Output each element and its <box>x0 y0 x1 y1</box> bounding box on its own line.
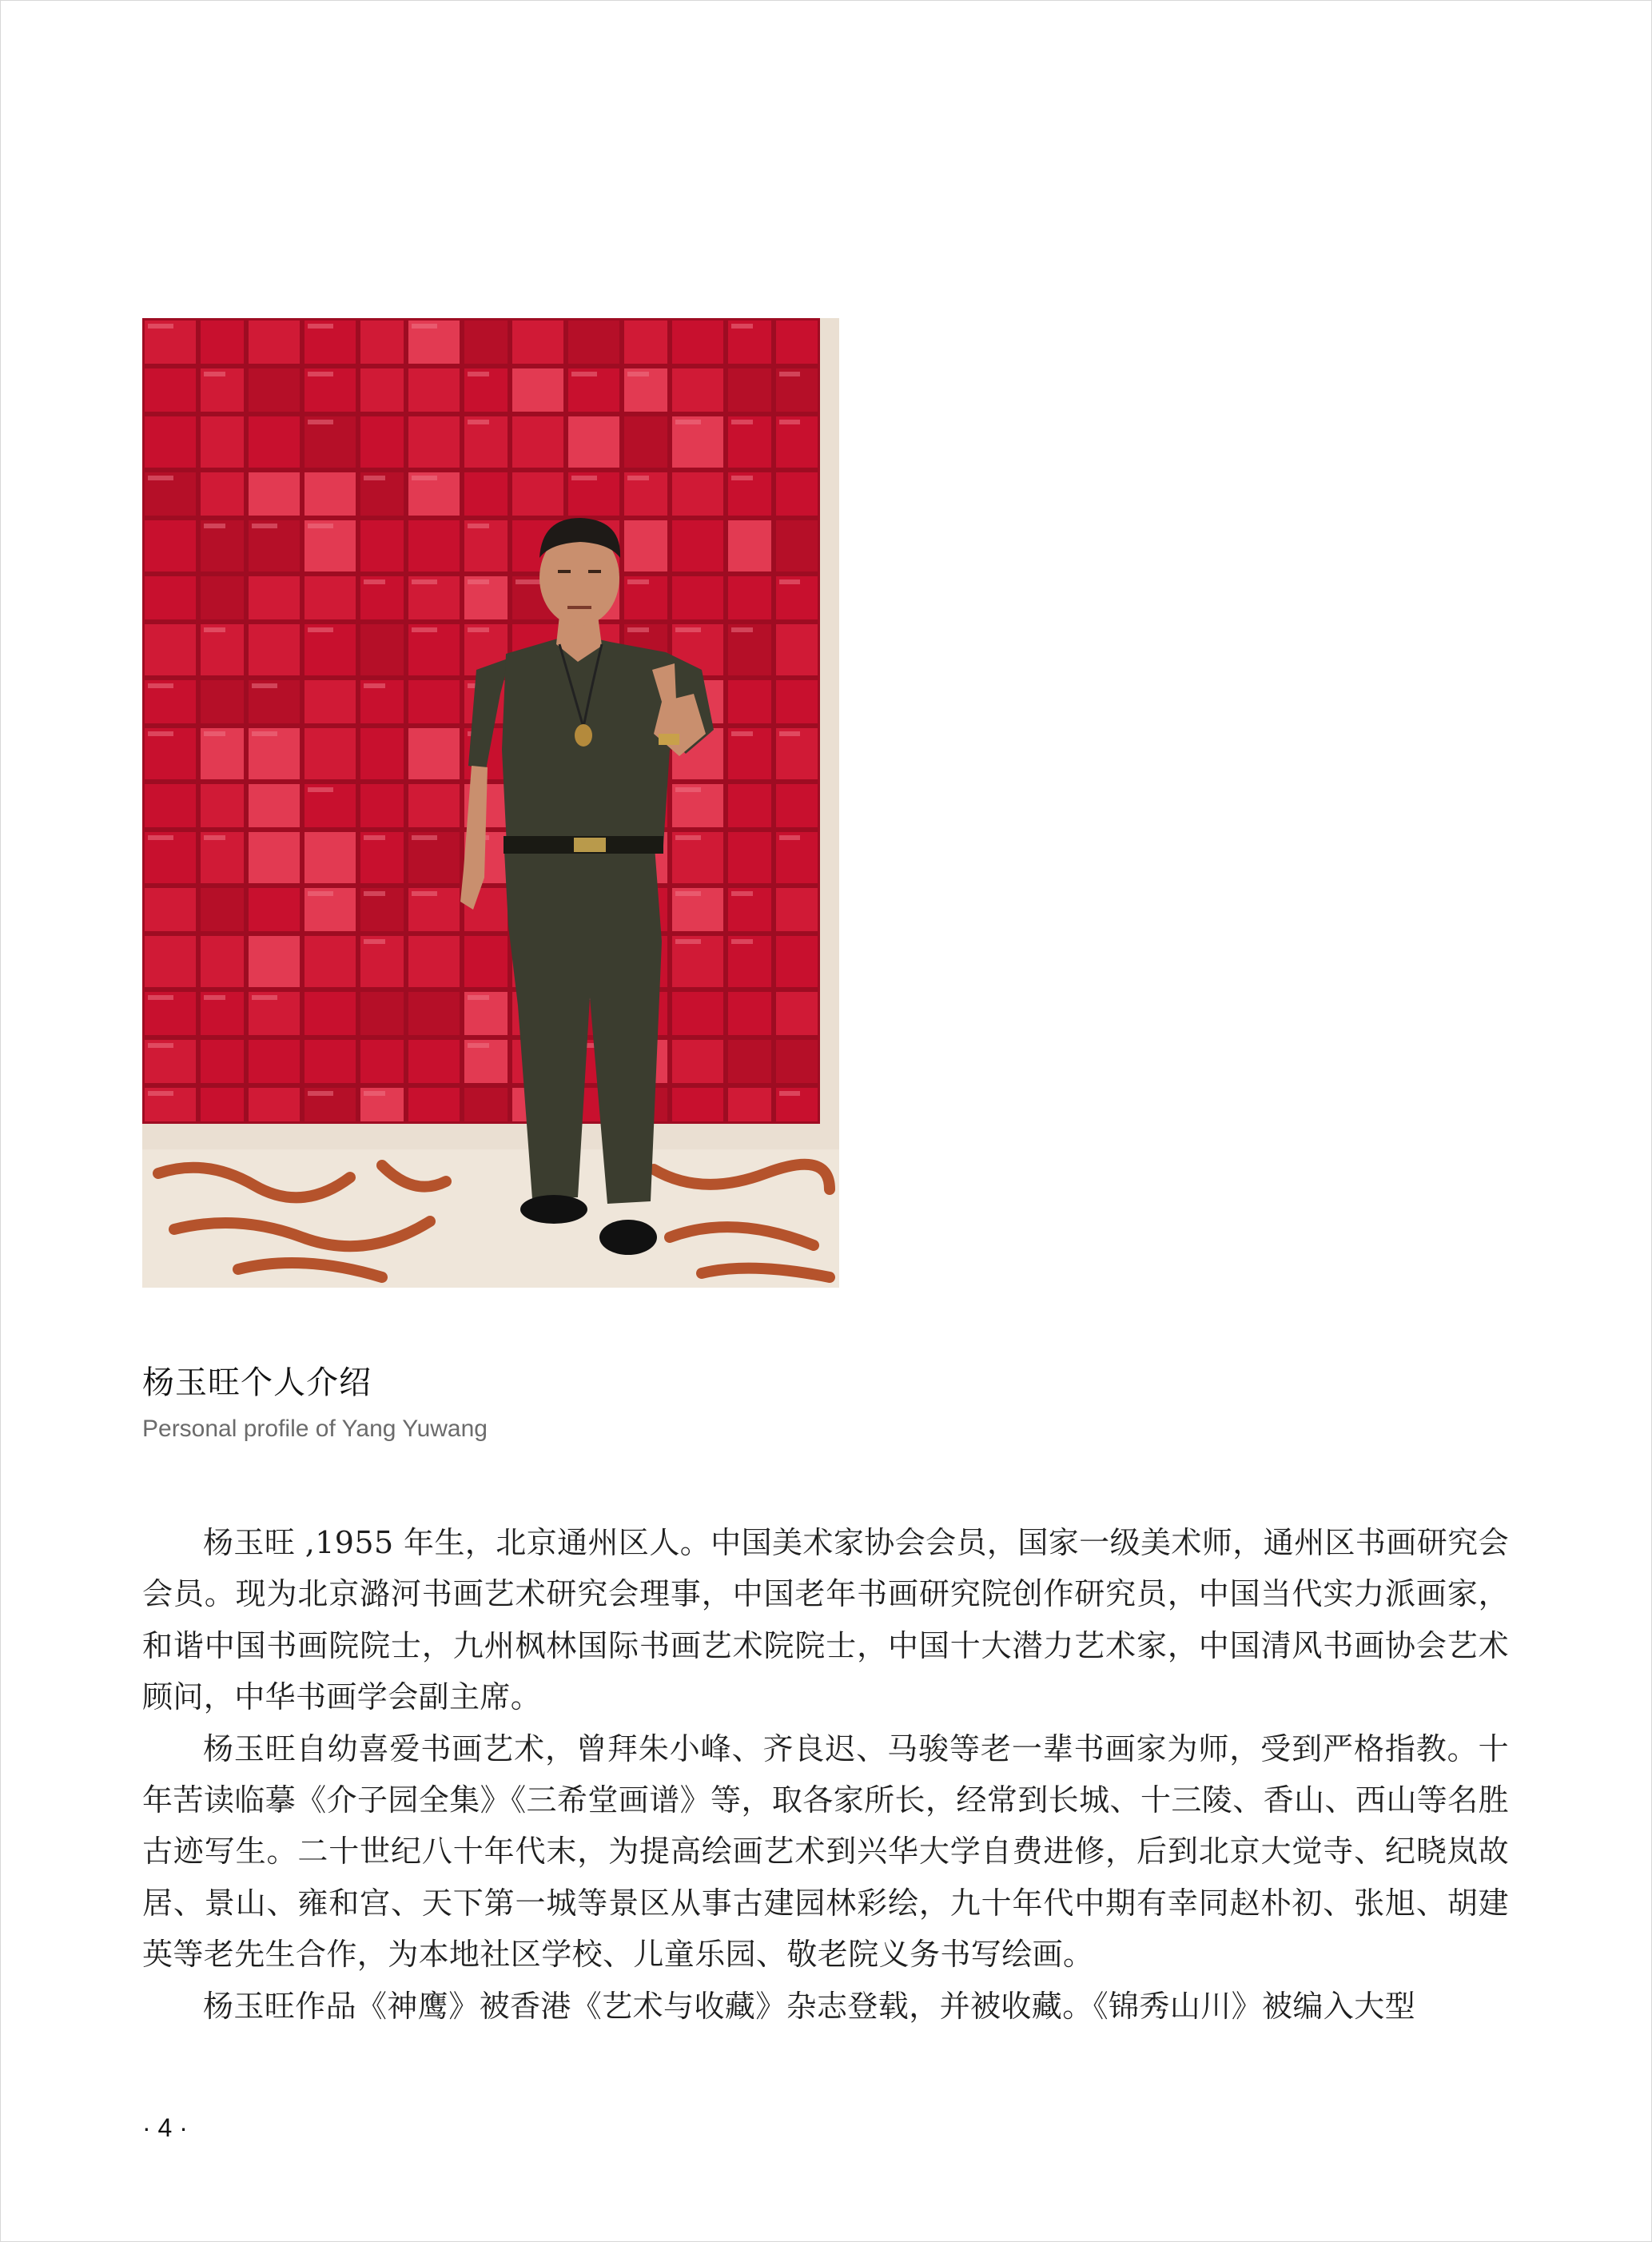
red-tile <box>360 784 404 827</box>
profile-subtitle: Personal profile of Yang Yuwang <box>142 1416 488 1442</box>
tile-highlight <box>308 787 333 792</box>
body-paragraph: 杨玉旺自幼喜爱书画艺术，曾拜朱小峰、齐良迟、马骏等老一辈书画家为师，受到严格指教。十年苦读临摹《介子园全集》《三希堂画谱》等，取各家所长，经常到长城、十三陵、香山、西山等名胜古迹写生。二十世纪八十年代末，为提高绘画艺术到兴华大学自费进修，后到北京大觉寺、纪晓岚故居、景山、雍和宫、天下第一城等景区从事古建园林彩绘，九十年代中期有幸同赵朴初、张旭、胡建英等老先生合作，为本地社区学校、儿童乐园、敬老院义务书写绘画。 <box>142 1730 1509 1973</box>
red-tile <box>360 992 404 1035</box>
red-tile <box>305 576 356 619</box>
tile-highlight <box>308 627 333 632</box>
tile-highlight <box>308 891 333 896</box>
red-tile <box>360 728 404 779</box>
red-tile <box>408 680 460 723</box>
red-tile <box>201 936 244 987</box>
tile-highlight <box>148 683 173 688</box>
red-tile <box>305 472 356 516</box>
tile-highlight <box>412 835 437 840</box>
red-tile <box>512 368 563 412</box>
red-tile <box>464 1088 508 1121</box>
tile-highlight <box>252 524 277 528</box>
tile-highlight <box>779 835 800 840</box>
red-tile <box>672 1088 723 1121</box>
tile-highlight <box>468 372 489 376</box>
red-tile <box>624 416 667 468</box>
tile-highlight <box>468 579 489 584</box>
red-tile <box>360 1040 404 1083</box>
red-tile <box>360 416 404 468</box>
red-tile <box>305 680 356 723</box>
tile-highlight <box>148 835 173 840</box>
red-tile <box>305 936 356 987</box>
tile-highlight <box>364 579 385 584</box>
red-tile <box>249 784 300 827</box>
tile-highlight <box>308 372 333 376</box>
tile-highlight <box>252 731 277 736</box>
red-tile <box>201 576 244 619</box>
red-tile <box>672 520 723 571</box>
tile-highlight <box>627 372 649 376</box>
red-tile <box>464 936 508 987</box>
tile-highlight <box>148 995 173 1000</box>
red-tile <box>408 784 460 827</box>
tile-highlight <box>252 995 277 1000</box>
tile-highlight <box>148 731 173 736</box>
red-tile <box>776 321 818 364</box>
red-tile <box>360 624 404 675</box>
red-tile <box>305 1040 356 1083</box>
red-tile <box>201 680 244 723</box>
red-tile <box>728 680 771 723</box>
red-tile <box>672 368 723 412</box>
red-tile <box>145 576 196 619</box>
tile-highlight <box>204 995 225 1000</box>
tile-highlight <box>364 476 385 480</box>
red-tile <box>249 1040 300 1083</box>
tile-highlight <box>468 420 489 424</box>
tile-highlight <box>571 372 597 376</box>
red-tile <box>145 936 196 987</box>
red-tile <box>145 784 196 827</box>
red-tile <box>776 680 818 723</box>
tile-highlight <box>731 627 753 632</box>
red-tile <box>408 992 460 1035</box>
tile-highlight <box>779 420 800 424</box>
red-tile <box>776 472 818 516</box>
profile-body <box>142 1517 1509 2032</box>
tile-highlight <box>364 683 385 688</box>
red-tile <box>568 321 619 364</box>
red-tile <box>776 784 818 827</box>
tile-highlight <box>308 420 333 424</box>
tile-highlight <box>412 324 437 329</box>
red-tile <box>776 624 818 675</box>
tile-highlight <box>364 1091 385 1096</box>
page-number: · 4 · <box>142 2113 188 2142</box>
tile-highlight <box>731 476 753 480</box>
red-tile <box>728 832 771 883</box>
red-tile <box>672 1040 723 1083</box>
red-tile <box>728 784 771 827</box>
tile-highlight <box>364 939 385 944</box>
red-tile <box>512 321 563 364</box>
red-tile <box>408 1088 460 1121</box>
red-tile <box>145 888 196 931</box>
tile-highlight <box>779 1091 800 1096</box>
tile-highlight <box>675 891 701 896</box>
tile-highlight <box>412 891 437 896</box>
red-tile <box>249 888 300 931</box>
red-tile <box>249 1088 300 1121</box>
tile-highlight <box>148 1091 173 1096</box>
red-tile <box>728 368 771 412</box>
red-tile <box>201 1040 244 1083</box>
tile-highlight <box>731 939 753 944</box>
red-tile <box>672 321 723 364</box>
profile-title: 杨玉旺个人介绍 <box>142 1364 372 1401</box>
red-tile <box>360 368 404 412</box>
red-tile <box>145 416 196 468</box>
red-tile <box>464 472 508 516</box>
red-tile <box>201 888 244 931</box>
tile-highlight <box>252 683 277 688</box>
body-paragraph: 杨玉旺作品《神鹰》被香港《艺术与收藏》杂志登载，并被收藏。《锦秀山川》被编入大型 <box>203 1988 1416 2024</box>
red-tile <box>201 321 244 364</box>
red-tile <box>305 728 356 779</box>
tile-highlight <box>204 627 225 632</box>
red-tile <box>145 520 196 571</box>
red-tile <box>249 321 300 364</box>
red-tile <box>624 321 667 364</box>
red-tile <box>360 520 404 571</box>
red-tile <box>360 321 404 364</box>
red-tile <box>249 576 300 619</box>
red-tile <box>728 1040 771 1083</box>
red-tile <box>776 936 818 987</box>
red-tile <box>408 416 460 468</box>
red-tile <box>672 992 723 1035</box>
red-tile <box>249 416 300 468</box>
tile-highlight <box>204 524 225 528</box>
red-tile <box>201 784 244 827</box>
tile-highlight <box>675 835 701 840</box>
red-tile <box>672 576 723 619</box>
tile-highlight <box>204 731 225 736</box>
tile-highlight <box>364 835 385 840</box>
red-tile <box>624 520 667 571</box>
tile-highlight <box>204 835 225 840</box>
tile-highlight <box>731 324 753 329</box>
red-tile <box>512 416 563 468</box>
red-tile <box>776 992 818 1035</box>
tile-highlight <box>468 524 489 528</box>
red-tile <box>249 936 300 987</box>
red-tile <box>249 624 300 675</box>
tile-highlight <box>675 787 701 792</box>
tile-highlight <box>412 627 437 632</box>
tile-highlight <box>412 476 437 480</box>
portrait-photo <box>142 318 839 1288</box>
red-tile <box>408 520 460 571</box>
red-tile <box>408 368 460 412</box>
red-tile <box>776 520 818 571</box>
tile-highlight <box>468 1043 489 1048</box>
tile-highlight <box>571 476 597 480</box>
portrait-photo-image <box>142 318 839 1288</box>
tile-highlight <box>675 627 701 632</box>
tile-highlight <box>412 579 437 584</box>
red-tile <box>249 472 300 516</box>
tile-highlight <box>627 627 649 632</box>
tile-highlight <box>148 476 173 480</box>
tile-highlight <box>364 891 385 896</box>
body-paragraph: 杨玉旺 ,1955 年生，北京通州区人。中国美术家协会会员，国家一级美术师，通州区书画研究会会员。现为北京潞河书画艺术研究会理事，中国老年书画研究院创作研究员，中国当代实力派画家，和谐中国书画院院士，九州枫林国际书画艺术院院士，中国十大潜力艺术家，中国清风书画协会艺术顾问，中华书画学会副主席。 <box>142 1525 1509 1715</box>
tile-highlight <box>468 627 489 632</box>
tile-highlight <box>731 420 753 424</box>
red-tile <box>408 1040 460 1083</box>
red-tile <box>728 992 771 1035</box>
tile-highlight <box>204 372 225 376</box>
tile-highlight <box>308 1091 333 1096</box>
tile-highlight <box>779 731 800 736</box>
tile-highlight <box>308 524 333 528</box>
red-tile <box>145 624 196 675</box>
red-tile <box>201 472 244 516</box>
red-tile <box>408 936 460 987</box>
red-tile <box>728 1088 771 1121</box>
red-tile <box>145 368 196 412</box>
red-tile <box>305 832 356 883</box>
tile-highlight <box>627 579 649 584</box>
tile-highlight <box>731 891 753 896</box>
tile-highlight <box>308 324 333 329</box>
red-tile <box>249 832 300 883</box>
red-tile <box>201 1088 244 1121</box>
red-tile <box>776 1040 818 1083</box>
tile-highlight <box>148 1043 173 1048</box>
red-tile <box>728 520 771 571</box>
red-tile <box>512 472 563 516</box>
red-tile <box>672 472 723 516</box>
red-tile <box>728 576 771 619</box>
tile-highlight <box>516 579 541 584</box>
red-tile <box>776 888 818 931</box>
tile-highlight <box>148 324 173 329</box>
tile-highlight <box>779 579 800 584</box>
tile-highlight <box>675 939 701 944</box>
red-tile <box>408 728 460 779</box>
tile-highlight <box>731 731 753 736</box>
tile-highlight <box>468 995 489 1000</box>
tile-highlight <box>779 372 800 376</box>
red-tile <box>201 416 244 468</box>
red-tile <box>305 992 356 1035</box>
red-tile <box>568 416 619 468</box>
red-tile <box>249 368 300 412</box>
tile-highlight <box>675 420 701 424</box>
tile-highlight <box>627 476 649 480</box>
red-tile <box>464 321 508 364</box>
